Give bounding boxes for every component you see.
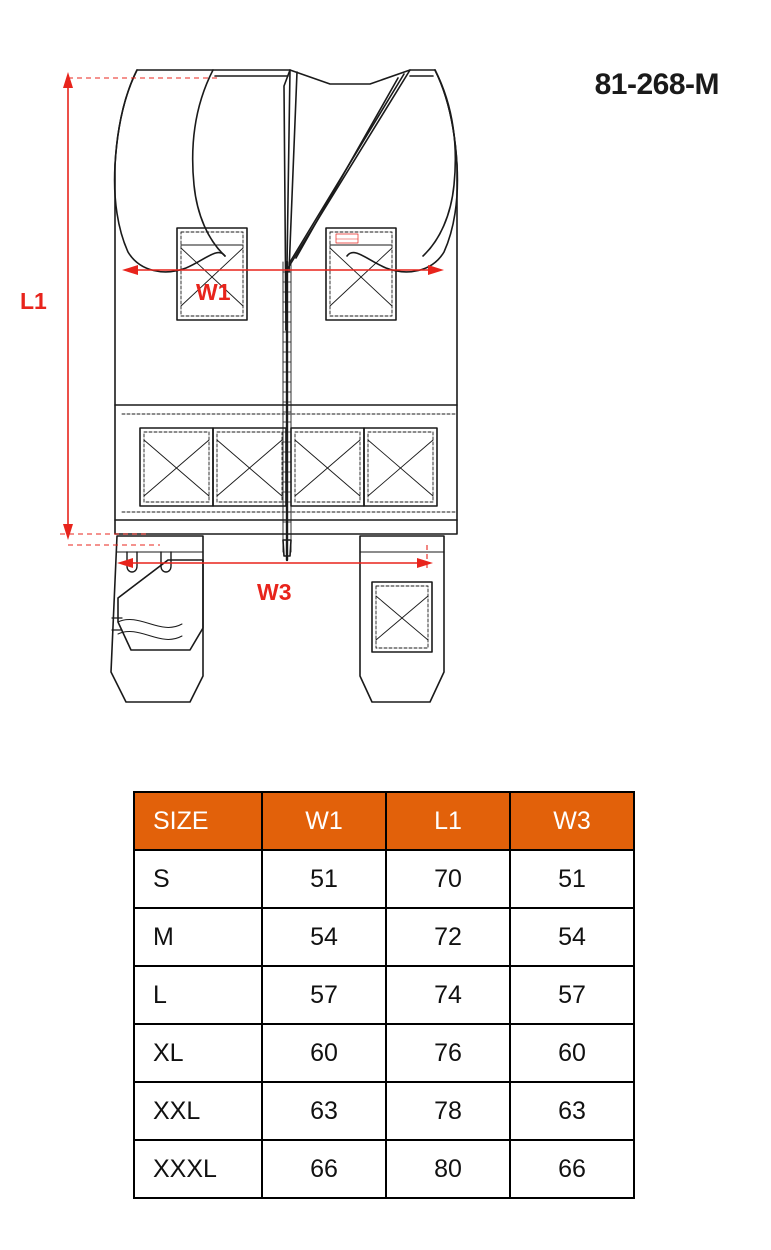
lower-pocket-4 bbox=[364, 428, 437, 506]
column-header-w1: W1 bbox=[262, 792, 386, 850]
cell-size: L bbox=[134, 966, 262, 1024]
dimension-label-l1: L1 bbox=[20, 288, 47, 314]
w3-arrow-right bbox=[417, 558, 433, 568]
facing-right bbox=[296, 78, 398, 258]
dimension-lines bbox=[60, 72, 444, 572]
left-sleeve-panel bbox=[115, 70, 225, 272]
lower-pocket-3 bbox=[291, 428, 364, 506]
table-row bbox=[134, 908, 634, 966]
w3-arrow-left bbox=[117, 558, 133, 568]
size-chart-header bbox=[134, 792, 634, 850]
cell-w1: 57 bbox=[262, 966, 386, 1024]
l1-arrow-bottom bbox=[63, 524, 73, 540]
cell-size: S bbox=[134, 850, 262, 908]
l1-arrow-top bbox=[63, 72, 73, 88]
dimension-label-w1: W1 bbox=[196, 279, 231, 305]
size-chart-table bbox=[133, 791, 635, 1199]
cell-l1: 72 bbox=[386, 908, 510, 966]
table-row bbox=[134, 1140, 634, 1198]
cell-w1: 63 bbox=[262, 1082, 386, 1140]
right-pouch-pocket bbox=[372, 582, 432, 652]
cell-w1: 51 bbox=[262, 850, 386, 908]
cell-l1: 70 bbox=[386, 850, 510, 908]
cell-l1: 76 bbox=[386, 1024, 510, 1082]
dimension-label-w3: W3 bbox=[257, 579, 292, 605]
pouch-front-flap bbox=[118, 560, 203, 650]
cell-w1: 60 bbox=[262, 1024, 386, 1082]
cell-w3: 51 bbox=[510, 850, 634, 908]
cell-size: XXL bbox=[134, 1082, 262, 1140]
cell-l1: 80 bbox=[386, 1140, 510, 1198]
cell-w3: 57 bbox=[510, 966, 634, 1024]
right-chest-pocket bbox=[326, 228, 396, 320]
table-row bbox=[134, 1082, 634, 1140]
w1-arrow-left bbox=[122, 265, 138, 275]
cell-l1: 78 bbox=[386, 1082, 510, 1140]
cell-w3: 63 bbox=[510, 1082, 634, 1140]
cell-w1: 66 bbox=[262, 1140, 386, 1198]
lower-pocket-2 bbox=[213, 428, 286, 506]
right-tool-pouch bbox=[360, 536, 444, 702]
lower-pocket-1 bbox=[140, 428, 213, 506]
cell-w1: 54 bbox=[262, 908, 386, 966]
w1-arrow-right bbox=[428, 265, 444, 275]
column-header-l1: L1 bbox=[386, 792, 510, 850]
cell-size: XXXL bbox=[134, 1140, 262, 1198]
table-row bbox=[134, 850, 634, 908]
right-armhole bbox=[423, 70, 455, 256]
cell-w3: 66 bbox=[510, 1140, 634, 1198]
cell-w3: 60 bbox=[510, 1024, 634, 1082]
cell-size: XL bbox=[134, 1024, 262, 1082]
cell-l1: 74 bbox=[386, 966, 510, 1024]
table-header-row bbox=[134, 792, 634, 850]
cell-w3: 54 bbox=[510, 908, 634, 966]
cell-size: M bbox=[134, 908, 262, 966]
column-header-w3: W3 bbox=[510, 792, 634, 850]
table-row bbox=[134, 1024, 634, 1082]
table-row bbox=[134, 966, 634, 1024]
column-header-size: SIZE bbox=[134, 792, 262, 850]
size-chart-body bbox=[134, 850, 634, 1198]
right-sleeve-panel bbox=[347, 70, 457, 272]
product-code: 81-268-M bbox=[594, 68, 719, 101]
